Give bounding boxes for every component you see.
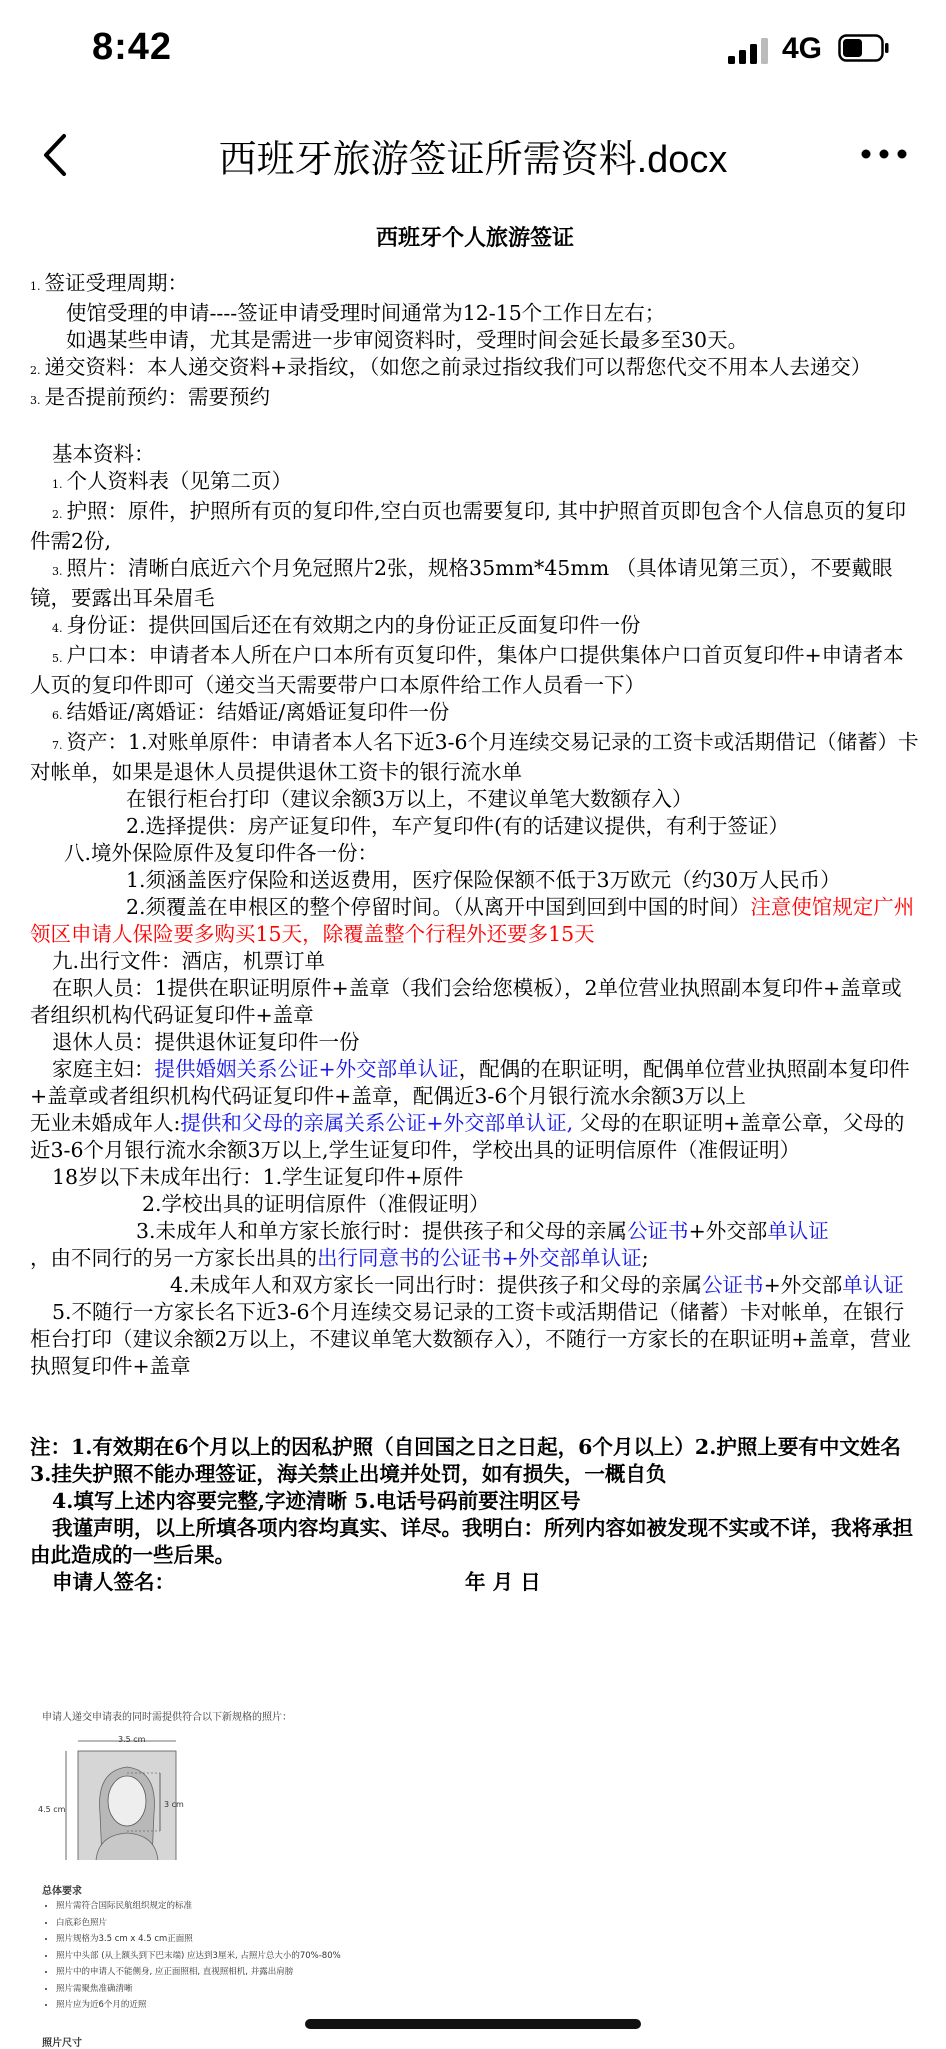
item-marriage-cert: 6. 结婚证/离婚证：结婚证/离婚证复印件一份 [52,700,450,724]
photo-requirement-item: • 照片需聚焦准确清晰 [56,1981,341,1998]
navigation-bar [0,110,946,200]
item-photo: 3. 照片：清晰白底近六个月免冠照片2张，规格35mm*45mm （具体请见第三页），不要戴眼镜，要露出耳朵眉毛 [30,556,893,610]
photo-requirement-item: • 照片规格为3.5 cm x 4.5 cm正面照 [56,1931,341,1948]
item-insurance: 八.境外保险原件及复印件各一份： [64,841,379,865]
document-title: 西班牙旅游签证所需资料.docx [218,139,728,181]
insurance-guangzhou-note: 注意使馆规定广州领区申请人保险要多购买15天，除覆盖整个行程外还要多15天 [30,895,915,946]
photo-spec-heading: 申请人递交申请表的同时需提供符合以下新规格的照片： [42,1712,292,1723]
basic-materials-heading: 基本资料： [52,442,155,466]
minor-item-2: 2.学校出具的证明信原件（准假证明） [142,1192,490,1216]
insurance-coverage: 1.须涵盖医疗保险和送返费用，医疗保险保额不低于3万欧元（约30万人民币） [126,868,841,892]
passport-photo-diagram-icon [36,1735,236,1860]
photo-requirement-item: • 照片中头部 (从上额头到下巴末端) 应达到3厘米, 占照片总大小的70%-80% [56,1948,341,1965]
processing-line-1: 使馆受理的申请----签证申请受理时间通常为12-15个工作日左右； [66,301,666,325]
signature-line: 申请人签名： 年 月 日 [52,1570,541,1594]
status-time: 8:42 [92,26,173,68]
photo-requirement-item: • 照片需符合国际民航组织规定的标准 [56,1898,341,1915]
photo-height-label: 4.5 cm [38,1805,66,1814]
item-assets: 7. 资产：1.对账单原件：申请者本人名下近3-6个月连续交易记录的工资卡或活期借记（储蓄）卡对帐单，如果是退休人员提供退休工资卡的银行流水单 [30,730,919,784]
insurance-duration: 2.须覆盖在申根区的整个停留时间。（从离开中国到回到中国的时间）注意使馆规定广州领区申请人保险要多购买15天，除覆盖整个行程外还要多15天 [30,895,915,946]
housewife-requirements: 家庭主妇：提供婚姻关系公证+外交部单认证，配偶的在职证明，配偶单位营业执照副本复印件+盖章或者组织机构代码证复印件+盖章，配偶近3-6个月银行流水余额3万以上 [30,1057,910,1108]
photo-size-title: 照片尺寸 [42,2038,82,2049]
network-type: 4G [782,32,823,65]
notes-line-2: 4.填写上述内容要完整,字迹清晰 5.电话号码前要注明区号 [52,1489,581,1513]
photo-requirements-list [34,1898,341,2014]
photo-requirement-item: • 照片中的申请人不能侧身, 应正面照相, 直视照相机, 并露出肩膀 [56,1964,341,1981]
battery-icon [838,34,890,62]
doc-heading: 西班牙个人旅游签证 [375,225,574,251]
assets-print-note: 在银行柜台打印（建议余额3万以上，不建议单笔大数额存入） [126,787,693,811]
minor-item-3: 3.未成年人和单方家长旅行时：提供孩子和父母的亲属公证书+外交部单认证 [136,1219,829,1243]
photo-specification-image [36,1700,916,2048]
minor-item-3-cont: ，由不同行的另一方家长出具的出行同意书的公证书+外交部单认证; [30,1246,649,1270]
photo-requirement-item: • 照片应为近6个月的近照 [56,1997,341,2014]
employed-requirements: 在职人员：1提供在职证明原件+盖章（我们会给您模板），2单位营业执照副本复印件+盖章或者组织机构代码证复印件+盖章 [30,976,902,1027]
item-travel-docs: 九.出行文件：酒店，机票订单 [52,949,326,973]
photo-requirements-title: 总体要求 [42,1886,82,1897]
status-bar [0,0,946,100]
minor-item-4: 4.未成年人和双方家长一同出行时：提供孩子和父母的亲属公证书+外交部单认证 [170,1273,904,1297]
item-id-card: 4. 身份证：提供回国后还在有效期之内的身份证正反面复印件一份 [52,613,641,637]
cellular-signal-icon [728,38,772,64]
home-indicator[interactable] [305,2019,641,2029]
back-chevron-icon[interactable] [36,130,76,180]
more-options-icon[interactable] [856,132,912,176]
declaration: 我谨声明，以上所填各项内容均真实、详尽。我明白：所列内容如被发现不实或不详，我将承担由此造成的一些后果。 [30,1516,913,1567]
section-processing-time: 1. 签证受理周期： [30,271,188,295]
unemployed-requirements: 无业未婚成年人:提供和父母的亲属关系公证+外交部单认证, 父母的在职证明+盖章公章，父母的近3-6个月银行流水余额3万以上,学生证复印件，学校出具的证明信原件（准假证明） [30,1111,905,1162]
minor-item-1: 18岁以下未成年出行：1.学生证复印件+原件 [52,1165,464,1189]
item-passport: 2. 护照：原件，护照所有页的复印件,空白页也需要复印, 其中护照首页即包含个人信息页的复印件需2份, [30,499,907,553]
photo-face-label: 3 cm [164,1800,184,1809]
processing-line-2: 如遇某些申请，尤其是需进一步审阅资料时，受理时间会延长最多至30天。 [66,328,749,352]
item-personal-form: 1. 个人资料表（见第二页） [52,469,292,493]
assets-optional: 2.选择提供：房产证复印件，车产复印件(有的话建议提供，有利于签证） [126,814,790,838]
photo-requirement-item: • 白底彩色照片 [56,1915,341,1932]
retired-requirements: 退休人员：提供退休证复印件一份 [52,1030,360,1054]
minor-item-5: 5.不随行一方家长名下近3-6个月连续交易记录的工资卡或活期借记（储蓄）卡对帐单，在银行柜台打印（建议余额2万以上，不建议单笔大数额存入），不随行一方家长的在职证明+盖章，营业执照复印件+盖章 [30,1300,911,1378]
document-content [30,225,920,1596]
photo-width-label: 3.5 cm [118,1735,146,1744]
section-submission: 2. 递交资料：本人递交资料+录指纹，（如您之前录过指纹我们可以帮您代交不用本人去递交） [30,355,872,379]
notes-paragraph: 注：1.有效期在6个月以上的因私护照（自回国之日之日起，6个月以上）2.护照上要有中文姓名3.挂失护照不能办理签证，海关禁止出境并处罚，如有损失，一概自负 [30,1435,901,1486]
section-appointment: 3. 是否提前预约：需要预约 [30,385,270,409]
item-household-register: 5. 户口本：申请者本人所在户口本所有页复印件，集体户口提供集体户口首页复印件+申请者本人页的复印件即可（递交当天需要带户口本原件给工作人员看一下） [30,643,904,697]
